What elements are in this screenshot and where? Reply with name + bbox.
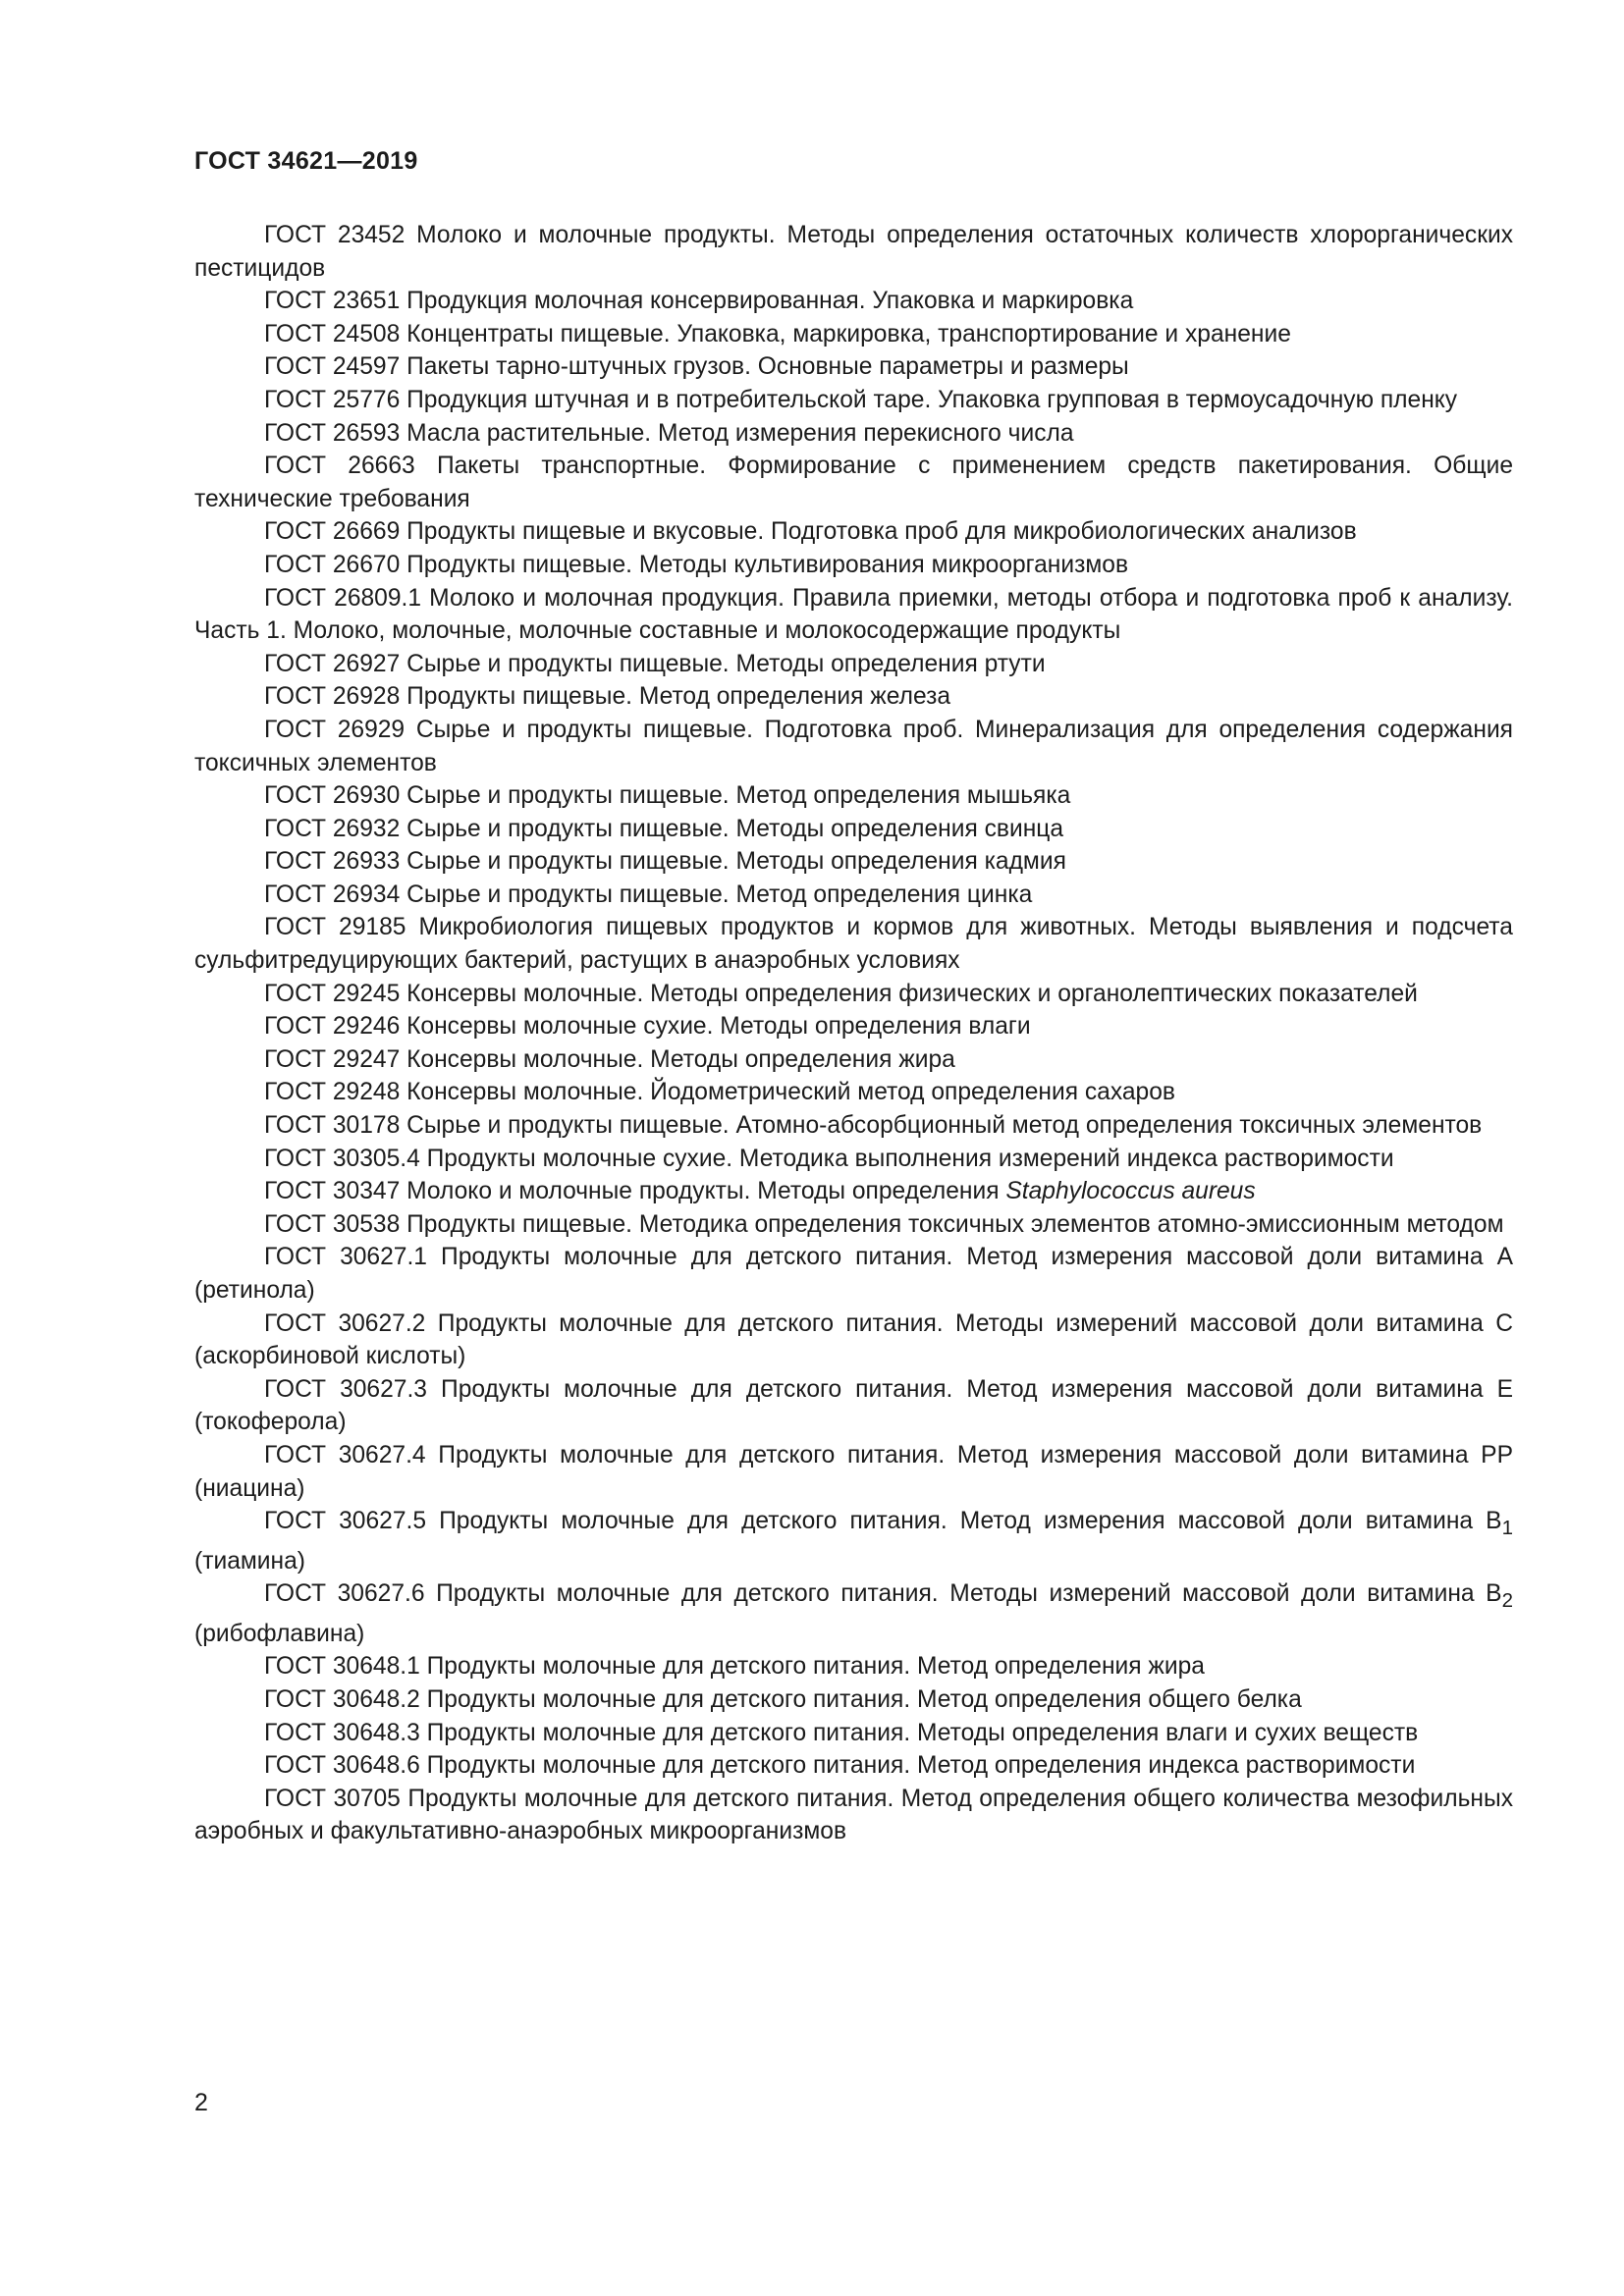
reference-item (194, 549, 1513, 582)
reference-code: ГОСТ 30627.5 (264, 1508, 427, 1535)
reference-item (194, 879, 1513, 912)
reference-title: Консервы молочные. Методы определения жира (400, 1045, 955, 1073)
reference-title: Продукты молочные для детского питания. Метод определения общего количества мезофильных аэробных и факультативно-анаэробных микроорганизмов (194, 1785, 1513, 1845)
reference-item (194, 450, 1513, 515)
reference-title: Сырье и продукты пищевые. Метод определения мышьяка (400, 782, 1071, 810)
page-number: 2 (194, 2089, 208, 2116)
reference-item (194, 1717, 1513, 1750)
reference-title: Консервы молочные сухие. Методы определения влаги (400, 1013, 1031, 1041)
reference-title: Продукция штучная и в потребительской таре. Упаковка групповая в термоусадочную пленку (400, 386, 1458, 413)
reference-title: Продукты пищевые. Методы культивирования микроорганизмов (400, 551, 1129, 578)
reference-title: Молоко и молочные продукты. Методы определения (400, 1178, 1006, 1205)
reference-item (194, 1010, 1513, 1043)
reference-code: ГОСТ 26593 (264, 419, 401, 447)
reference-title: Концентраты пищевые. Упаковка, маркировка, транспортирование и хранение (400, 320, 1291, 347)
reference-code: ГОСТ 29245 (264, 980, 401, 1007)
reference-code: ГОСТ 30305.4 (264, 1145, 420, 1172)
reference-item (194, 350, 1513, 384)
reference-item (194, 1439, 1513, 1505)
reference-title: Продукты молочные для детского питания. Метод определения общего белка (419, 1685, 1302, 1713)
reference-code: ГОСТ 29246 (264, 1013, 401, 1041)
reference-item (194, 1373, 1513, 1439)
reference-title: Продукты молочные для детского питания. Метод измерения массовой доли витамина В (426, 1508, 1502, 1535)
reference-code: ГОСТ 30538 (264, 1210, 401, 1238)
reference-item (194, 1043, 1513, 1077)
reference-item (194, 813, 1513, 846)
reference-item (194, 1650, 1513, 1683)
reference-code: ГОСТ 30648.1 (264, 1653, 420, 1681)
reference-code: ГОСТ 26927 (264, 650, 401, 677)
reference-code: ГОСТ 29247 (264, 1045, 401, 1073)
reference-item (194, 1783, 1513, 1848)
reference-code: ГОСТ 26934 (264, 881, 401, 908)
reference-title: Продукты молочные для детского питания. Методы измерений массовой доли витамина С (аскорбиновой кислоты) (194, 1309, 1513, 1370)
reference-item (194, 1308, 1513, 1373)
reference-code: ГОСТ 30648.6 (264, 1752, 420, 1780)
reference-item (194, 1505, 1513, 1577)
reference-title: Продукты молочные для детского питания. Методы определения влаги и сухих веществ (419, 1719, 1419, 1746)
reference-item (194, 1241, 1513, 1307)
reference-code: ГОСТ 30648.3 (264, 1719, 420, 1746)
reference-code: ГОСТ 30648.2 (264, 1685, 420, 1713)
reference-item (194, 417, 1513, 451)
reference-title: Продукты молочные для детского питания. Метод определения индекса растворимости (419, 1752, 1416, 1780)
reference-code: ГОСТ 26929 (264, 716, 406, 743)
reference-title: Консервы молочные. Йодометрический метод определения сахаров (400, 1079, 1175, 1106)
normative-references-list (194, 219, 1513, 1848)
reference-code: ГОСТ 26809.1 (264, 584, 422, 612)
reference-item (194, 219, 1513, 285)
reference-item (194, 648, 1513, 681)
reference-title: Микробиология пищевых продуктов и кормов для животных. Методы выявления и подсчета сульфитредуцирующих бактерий, растущих в анаэробных условиях (194, 914, 1513, 975)
reference-title: Пакеты транспортные. Формирование с применением средств пакетирования. Общие технические требования (194, 453, 1514, 512)
reference-title: Сырье и продукты пищевые. Методы определения кадмия (400, 848, 1066, 876)
reference-item (194, 845, 1513, 879)
reference-item (194, 1749, 1513, 1783)
reference-title: Сырье и продукты пищевые. Методы определения свинца (400, 815, 1064, 842)
reference-title: Сырье и продукты пищевые. Метод определения цинка (400, 881, 1033, 908)
reference-code: ГОСТ 25776 (264, 386, 401, 413)
reference-title: Продукты молочные сухие. Методика выполнения измерений индекса растворимости (419, 1145, 1394, 1172)
reference-code: ГОСТ 29248 (264, 1079, 401, 1106)
reference-title: Консервы молочные. Методы определения физических и органолептических показателей (400, 980, 1418, 1007)
reference-code: ГОСТ 26933 (264, 848, 401, 876)
reference-code: ГОСТ 30627.2 (264, 1309, 426, 1337)
reference-code: ГОСТ 30627.4 (264, 1441, 426, 1468)
reference-item (194, 779, 1513, 813)
reference-title: Продукты молочные для детского питания. Метод определения жира (419, 1653, 1205, 1681)
reference-code: ГОСТ 30627.6 (264, 1580, 425, 1608)
reference-item (194, 582, 1513, 648)
reference-item (194, 978, 1513, 1011)
reference-title: Продукты пищевые и вкусовые. Подготовка проб для микробиологических анализов (400, 518, 1357, 546)
reference-title-italic: Staphylococcus aureus (1005, 1178, 1256, 1205)
reference-item (194, 1577, 1513, 1650)
reference-title: Молоко и молочная продукция. Правила приемки, методы отбора и подготовка проб к анализу. Часть 1. Молоко, молочные, молочные составные и молокосодержащие продукты (194, 584, 1513, 645)
reference-code: ГОСТ 29185 (264, 914, 406, 941)
reference-code: ГОСТ 30627.1 (264, 1244, 427, 1271)
reference-code: ГОСТ 23452 (264, 222, 406, 248)
reference-item (194, 1175, 1513, 1208)
reference-title: Продукты молочные для детского питания. Метод измерения массовой доли витамина РР (ниацина) (194, 1441, 1513, 1502)
reference-code: ГОСТ 30627.3 (264, 1375, 427, 1403)
reference-title: Сырье и продукты пищевые. Методы определения ртути (400, 650, 1046, 677)
reference-item (194, 384, 1513, 417)
reference-code: ГОСТ 26670 (264, 551, 401, 578)
reference-title: Продукты пищевые. Методика определения токсичных элементов атомно-эмиссионным методом (400, 1210, 1504, 1238)
reference-item (194, 1143, 1513, 1176)
reference-code: ГОСТ 26928 (264, 683, 401, 711)
reference-item (194, 911, 1513, 977)
reference-code: ГОСТ 26663 (264, 453, 415, 480)
reference-title: Сырье и продукты пищевые. Атомно-абсорбционный метод определения токсичных элементов (400, 1112, 1483, 1140)
reference-item (194, 1208, 1513, 1242)
reference-title-suffix: (тиамина) (194, 1547, 305, 1575)
reference-title: Продукты пищевые. Метод определения железа (400, 683, 951, 711)
reference-title: Продукты молочные для детского питания. Метод измерения массовой доли витамина Е (токоферола) (194, 1375, 1513, 1436)
reference-code: ГОСТ 24597 (264, 353, 401, 381)
reference-item (194, 318, 1513, 351)
reference-title: Молоко и молочные продукты. Методы определения остаточных количеств хлорорганических пестицидов (194, 222, 1513, 282)
reference-item (194, 714, 1513, 779)
reference-code: ГОСТ 26930 (264, 782, 401, 810)
reference-title: Продукты молочные для детского питания. Метод измерения массовой доли витамина А (ретинола) (194, 1244, 1513, 1304)
reference-title-suffix: (рибофлавина) (194, 1620, 365, 1647)
reference-title: Пакеты тарно-штучных грузов. Основные параметры и размеры (400, 353, 1129, 381)
reference-code: ГОСТ 26669 (264, 518, 401, 546)
reference-code: ГОСТ 23651 (264, 288, 401, 315)
reference-code: ГОСТ 26932 (264, 815, 401, 842)
reference-item (194, 285, 1513, 318)
reference-item (194, 1076, 1513, 1109)
reference-title: Масла растительные. Метод измерения перекисного числа (400, 419, 1074, 447)
reference-subscript: 1 (1501, 1517, 1513, 1540)
reference-item (194, 1683, 1513, 1717)
reference-code: ГОСТ 30347 (264, 1178, 401, 1205)
reference-code: ГОСТ 24508 (264, 320, 401, 347)
reference-item (194, 1109, 1513, 1143)
reference-item (194, 515, 1513, 549)
reference-code: ГОСТ 30178 (264, 1112, 401, 1140)
reference-code: ГОСТ 30705 (264, 1785, 401, 1812)
reference-title: Сырье и продукты пищевые. Подготовка проб. Минерализация для определения содержания токсичных элементов (194, 716, 1513, 776)
reference-title: Продукция молочная консервированная. Упаковка и маркировка (400, 288, 1134, 315)
reference-title: Продукты молочные для детского питания. Методы измерений массовой доли витамина В (424, 1580, 1502, 1608)
document-header: ГОСТ 34621—2019 (194, 147, 418, 175)
reference-subscript: 2 (1501, 1589, 1513, 1613)
reference-item (194, 680, 1513, 714)
